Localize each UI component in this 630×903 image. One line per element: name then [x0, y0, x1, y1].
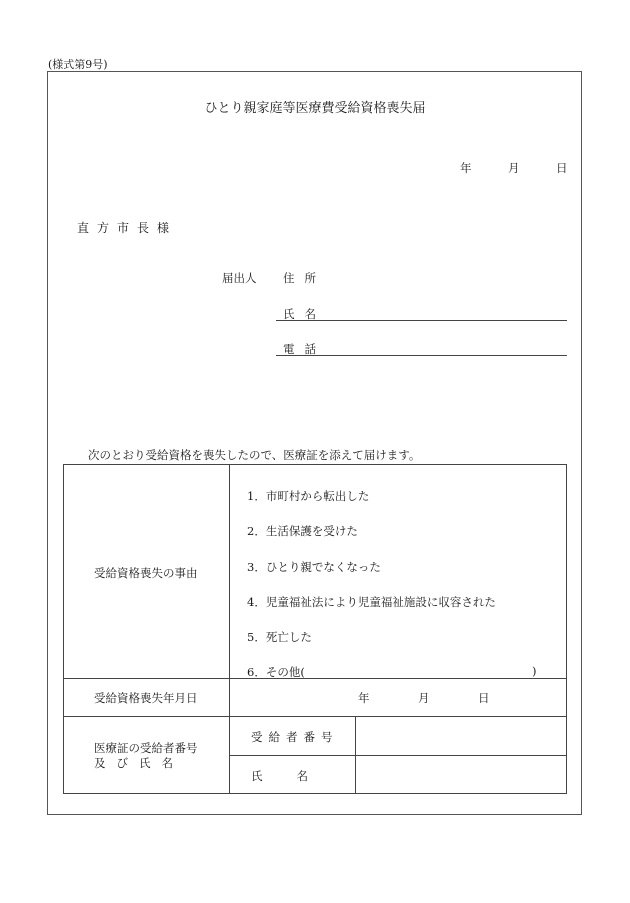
loss-date-year[interactable]: 年: [358, 691, 370, 705]
address-label: 住所: [283, 271, 326, 285]
recipient-number-label: 受給者番号: [251, 730, 339, 744]
cert-label-line1: 医療証の受給者番号: [94, 741, 198, 755]
reason-option-other[interactable]: 6．その他(: [247, 665, 305, 679]
loss-date-label: 受給資格喪失年月日: [94, 691, 198, 705]
phone-field[interactable]: [276, 355, 567, 356]
table-divider: [229, 755, 567, 756]
addressee: 直方市長様: [77, 221, 178, 235]
other-close-paren: ): [532, 664, 537, 678]
form-title: ひとり親家庭等医療費受給資格喪失届: [204, 101, 426, 116]
table-divider: [64, 678, 567, 679]
submission-date-month[interactable]: 月: [508, 161, 520, 175]
submission-date-year[interactable]: 年: [460, 161, 472, 175]
intro-statement: 次のとおり受給資格を喪失したので、医療証を添えて届けます。: [88, 448, 421, 462]
submission-date-day[interactable]: 日: [556, 161, 568, 175]
loss-date-month[interactable]: 月: [418, 691, 430, 705]
form-number-label: (様式第9号): [48, 58, 108, 71]
applicant-label: 届出人: [222, 271, 257, 285]
recipient-name-label: 氏名: [251, 769, 342, 783]
table-divider: [229, 465, 230, 794]
reason-option[interactable]: 1．市町村から転出した: [247, 489, 370, 503]
reason-label: 受給資格喪失の事由: [94, 566, 198, 580]
reason-option[interactable]: 5．死亡した: [247, 630, 312, 644]
reason-option[interactable]: 4．児童福祉法により児童福祉施設に収容された: [247, 595, 496, 609]
recipient-name-field[interactable]: [357, 757, 565, 793]
cert-label-line2: 及び氏名: [94, 756, 184, 770]
reason-option[interactable]: 2．生活保護を受けた: [247, 524, 358, 538]
loss-date-day[interactable]: 日: [478, 691, 490, 705]
phone-label: 電話: [283, 342, 326, 356]
recipient-number-field[interactable]: [357, 718, 565, 754]
loss-details-table: [63, 464, 567, 794]
table-divider: [64, 716, 567, 717]
reason-option[interactable]: 3．ひとり親でなくなった: [247, 560, 381, 574]
name-label: 氏名: [283, 307, 326, 321]
